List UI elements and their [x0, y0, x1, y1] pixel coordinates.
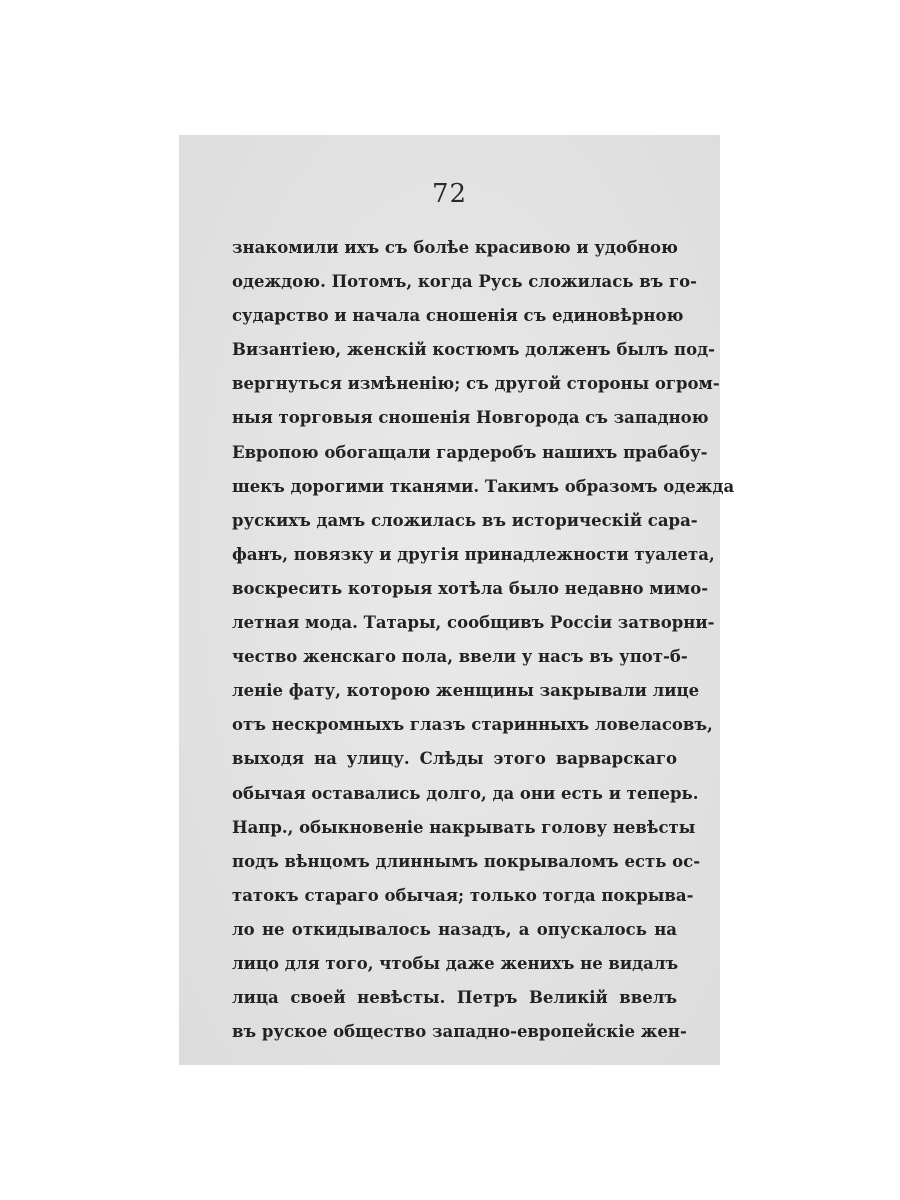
scanned-page	[179, 135, 735, 1065]
text-line: одеждою. Потомъ, когда Русь сложилась въ го-	[232, 272, 698, 292]
text-line: подъ вѣнцомъ длиннымъ покрываломъ есть ос-	[232, 851, 701, 871]
text-line: татокъ стараго обычая; только тогда покрыва-	[232, 885, 694, 905]
text-line: выходя на улицу. Слѣды этого варварскаго	[232, 749, 677, 769]
text-line: обычая оставались долго, да они есть и теперь.	[232, 783, 699, 803]
text-line: отъ нескромныхъ глазъ старинныхъ ловеласовъ,	[232, 715, 713, 735]
text-line: лица своей невѣсты. Петръ Великій ввелъ	[232, 988, 677, 1008]
text-line: шекъ дорогими тканями. Такимъ образомъ одежда	[232, 476, 735, 496]
text-line: въ руское общество западно-европейскіе жен-	[232, 1022, 687, 1042]
body-text	[232, 231, 735, 1049]
text-line: чество женскаго пола, ввели у насъ въ упот-б-	[232, 647, 688, 667]
text-line: ло не откидывалось назадъ, а опускалось на	[232, 919, 677, 939]
text-line: Напр., обыкновеніе накрывать голову невѣсты	[232, 817, 696, 837]
text-line: сударство и начала сношенія съ единовѣрною	[232, 306, 684, 326]
text-line: лицо для того, чтобы даже женихъ не видалъ	[232, 953, 679, 973]
text-line: Европою обогащали гардеробъ нашихъ прабабу-	[232, 442, 708, 462]
text-line: фанъ, повязку и другія принадлежности туалета,	[232, 544, 715, 564]
text-line: ныя торговыя сношенія Новгорода съ западною	[232, 408, 709, 428]
page-number: 72	[431, 179, 468, 209]
text-line: воскресить которыя хотѣла было недавно мимо-	[232, 578, 709, 598]
text-line: знакомили ихъ съ болѣе красивою и удобною	[232, 238, 678, 257]
text-line: Византіею, женскій костюмъ долженъ былъ под-	[232, 340, 715, 360]
text-line: леніе фату, которою женщины закрывали лице	[232, 681, 700, 701]
text-line: рускихъ дамъ сложилась въ историческій сара-	[232, 510, 698, 530]
text-line: вергнуться измѣненію; съ другой стороны огром-	[232, 374, 720, 394]
text-line: летная мода. Татары, сообщивъ Россіи затворни-	[232, 613, 715, 633]
